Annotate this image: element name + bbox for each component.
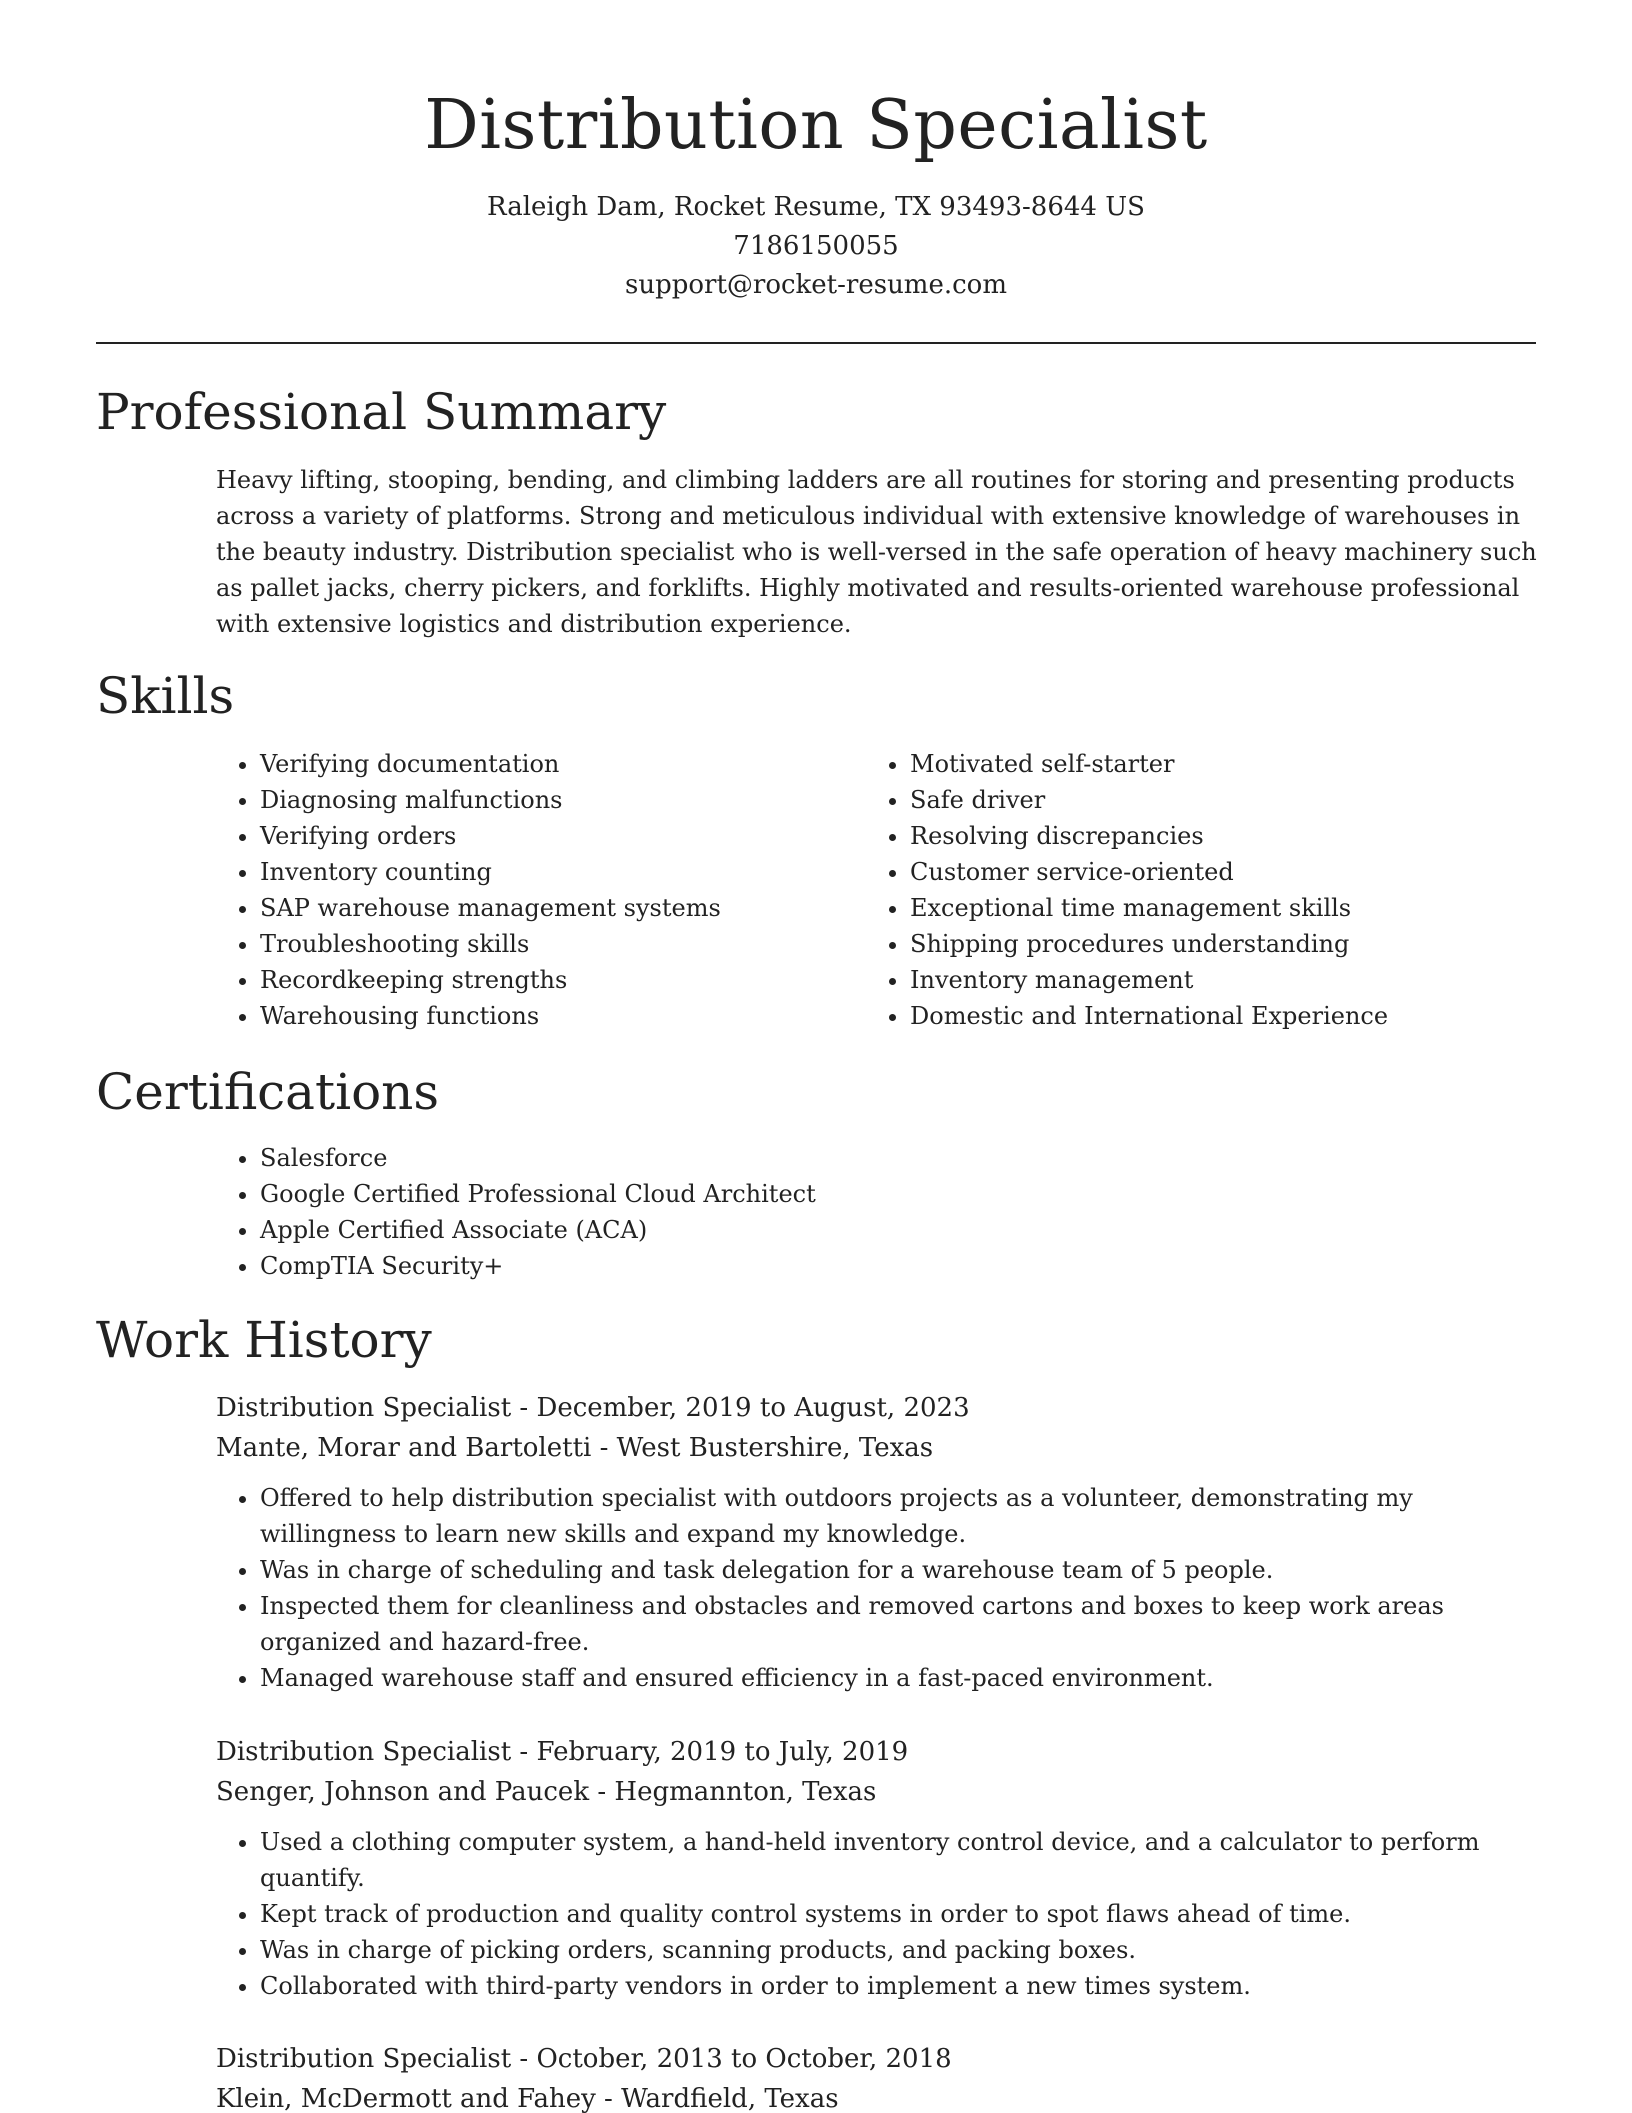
job-entry	[216, 1388, 1540, 1696]
job-bullet: • Collaborated with third-party vendors in order to implement a new times system.	[260, 1968, 1540, 2004]
job-bullet: • Was in charge of scheduling and task delegation for a warehouse team of 5 people.	[260, 1552, 1540, 1588]
job-bullet: • Used a clothing computer system, a hand-held inventory control device, and a calculator to perform quantify.	[260, 1824, 1540, 1896]
certifications-heading: Certifications	[96, 1063, 440, 1121]
skill-item: • Inventory management	[910, 962, 1506, 998]
skill-item: • Shipping procedures understanding	[910, 926, 1506, 962]
job-bullet: • Kept track of production and quality control systems in order to spot flaws ahead of time.	[260, 1896, 1540, 1932]
skill-item: • Safe driver	[910, 782, 1506, 818]
job-bullet: • Inspected them for cleanliness and obstacles and removed cartons and boxes to keep work areas organized and hazard-free.	[260, 1588, 1540, 1660]
job-company-location: Mante, Morar and Bartoletti - West Bustershire, Texas	[216, 1433, 934, 1463]
skill-item: • Exceptional time management skills	[910, 890, 1506, 926]
skill-item: • Domestic and International Experience	[910, 998, 1506, 1034]
resume-header	[0, 84, 1632, 305]
job-company-location: Klein, McDermott and Fahey - Wardfield, Texas	[216, 2084, 839, 2113]
skill-item: • Verifying orders	[260, 818, 856, 854]
job-entry	[216, 2039, 1540, 2113]
certification-item: • CompTIA Security+	[260, 1248, 1540, 1284]
job-company-location: Senger, Johnson and Paucek - Hegmannton, Texas	[216, 1777, 877, 1807]
address: Raleigh Dam, Rocket Resume, TX 93493-8644 US	[487, 192, 1145, 222]
work-history-heading: Work History	[96, 1311, 432, 1369]
skill-item: • Troubleshooting skills	[260, 926, 856, 962]
skills-heading: Skills	[96, 667, 235, 725]
skills-left-column	[216, 746, 856, 1034]
job-bullet: • Offered to help distribution specialist with outdoors projects as a volunteer, demonstrating my willingness to learn new skills and expand my knowledge.	[260, 1480, 1540, 1552]
skill-item: • Diagnosing malfunctions	[260, 782, 856, 818]
skills-right-column	[866, 746, 1506, 1034]
contact-info	[0, 188, 1632, 305]
skill-item: • Recordkeeping strengths	[260, 962, 856, 998]
summary-text: Heavy lifting, stooping, bending, and climbing ladders are all routines for storing and presenting products across a variety of platforms. Strong and meticulous individual with extensive knowledge of warehouses in the beauty industry. Distribution specialist who is well-versed in the safe operation of heavy machinery such as pallet jacks, cherry pickers, and forklifts. Highly motivated and results-oriented warehouse professional with extensive logistics and distribution experience.	[216, 466, 1537, 638]
job-title-dates: Distribution Specialist - December, 2019 to August, 2023	[216, 1393, 970, 1423]
job-bullet: • Was in charge of picking orders, scanning products, and packing boxes.	[260, 1932, 1540, 1968]
skill-item: • Motivated self-starter	[910, 746, 1506, 782]
skill-item: • Warehousing functions	[260, 998, 856, 1034]
phone: 7186150055	[733, 231, 899, 261]
certification-item: • Apple Certified Associate (ACA)	[260, 1212, 1540, 1248]
job-title-dates: Distribution Specialist - October, 2013 to October, 2018	[216, 2044, 952, 2074]
skill-item: • Resolving discrepancies	[910, 818, 1506, 854]
skill-item: • Inventory counting	[260, 854, 856, 890]
certification-item: • Salesforce	[260, 1140, 1540, 1176]
job-bullet: • Managed warehouse staff and ensured efficiency in a fast-paced environment.	[260, 1660, 1540, 1696]
email: support@rocket-resume.com	[624, 270, 1007, 300]
certification-item: • Google Certified Professional Cloud Architect	[260, 1176, 1540, 1212]
job-entry	[216, 1732, 1540, 2004]
certifications-list	[216, 1140, 1540, 1284]
skill-item: • SAP warehouse management systems	[260, 890, 856, 926]
job-title-dates: Distribution Specialist - February, 2019 to July, 2019	[216, 1737, 909, 1767]
skill-item: • Customer service-oriented	[910, 854, 1506, 890]
header-divider	[96, 342, 1536, 344]
skill-item: • Verifying documentation	[260, 746, 856, 782]
candidate-name: Distribution Specialist	[424, 86, 1208, 165]
summary-heading: Professional Summary	[96, 383, 667, 441]
